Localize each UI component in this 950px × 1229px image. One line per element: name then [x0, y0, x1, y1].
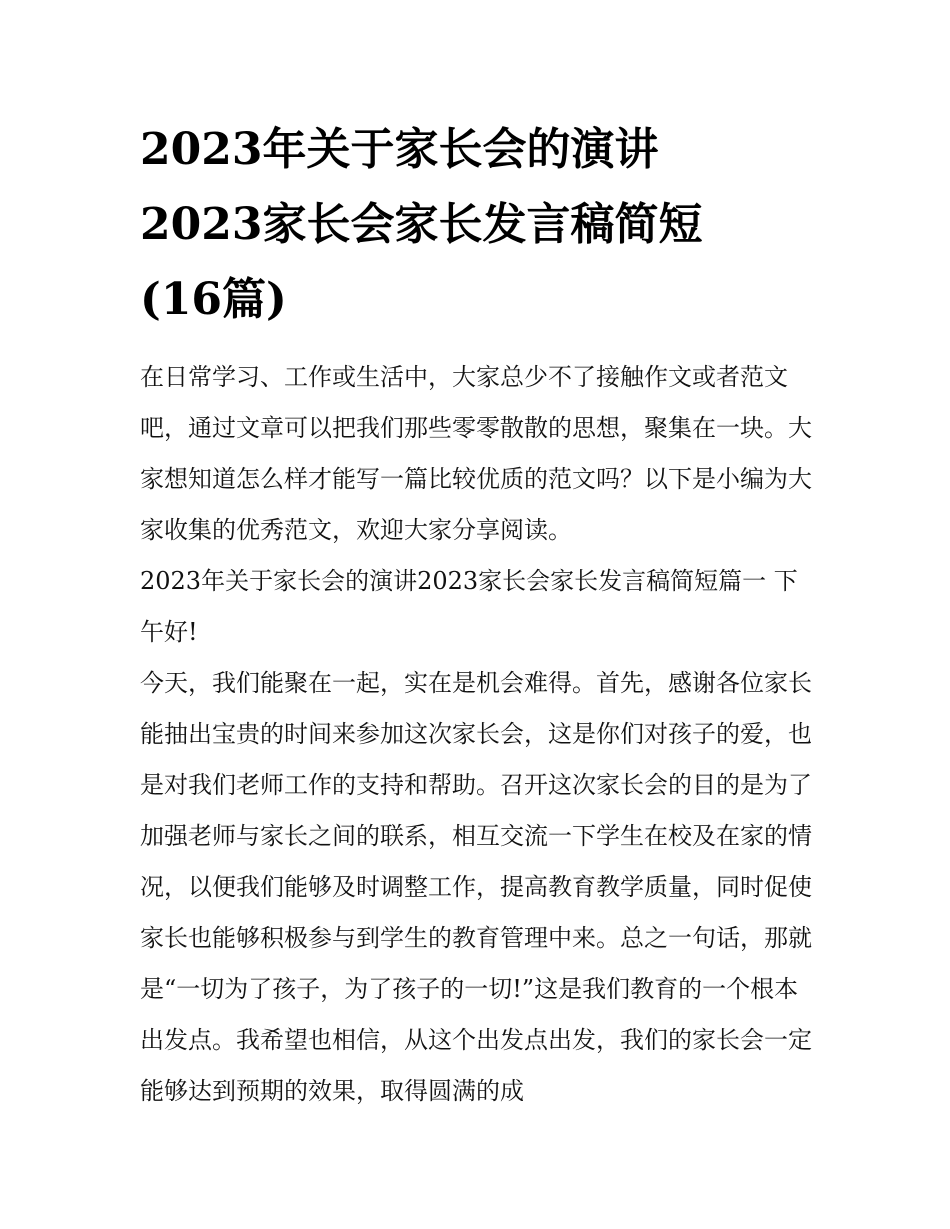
document-title: [140, 112, 820, 337]
title-line-2: 2023家长会家长发言稿简短: [140, 199, 703, 250]
document-body: [140, 352, 820, 1117]
intro-paragraph: 在日常学习、工作或生活中，大家总少不了接触作文或者范文吧，通过文章可以把我们那些零零散散的思想，聚集在一块。大家想知道怎么样才能写一篇比较优质的范文吗？以下是小编为大家收集的优秀范文，欢迎大家分享阅读。: [140, 363, 812, 544]
speech-paragraph: 今天，我们能聚在一起，实在是机会难得。首先，感谢各位家长能抽出宝贵的时间来参加这次家长会，这是你们对孩子的爱，也是对我们老师工作的支持和帮助。召开这次家长会的目的是为了加强老师与家长之间的联系，相互交流一下学生在校及在家的情况，以便我们能够及时调整工作，提高教育教学质量，同时促使家长也能够积极参与到学生的教育管理中来。总之一句话，那就是“一切为了孩子，为了孩子的一切!”这是我们教育的一个根本出发点。我希望也相信，从这个出发点出发，我们的家长会一定能够达到预期的效果，取得圆满的成: [140, 669, 812, 1105]
title-line-1: 2023年关于家长会的演讲: [140, 124, 659, 175]
section-heading-paragraph: 2023年关于家长会的演讲2023家长会家长发言稿简短篇一 下午好!: [140, 567, 798, 646]
title-line-3: (16篇): [140, 274, 287, 325]
